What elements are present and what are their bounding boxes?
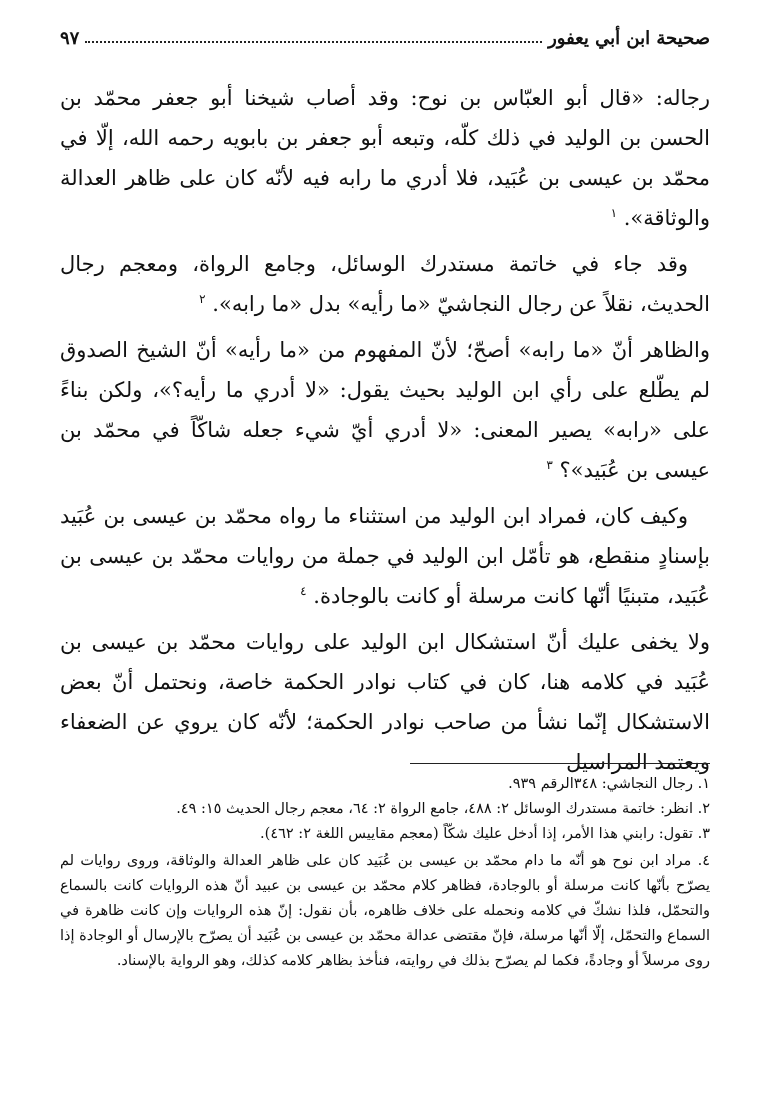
footnote-4: ٤. مراد ابن نوح هو أنّه ما دام محمّد بن عيسى بن عُبَيد كان على ظاهر العدالة والوثاقة، وروى روايات لم يصرّح بأنّها كانت مرسلة أو بالوجادة، فظاهر كلام محمّد بن عيسى بن عبيد أنّ هذه الروايات كانت بالسماع والتحمّل، فلذا نشكّ في كلامه ونحمله على خلاف ظاهره، بأن نقول: إنّ هذه الروايات وإن كانت ظاهرة في السماع والتحمّل، إلّا أنّها مرسلة، فإنّ مقتضى عدالة محمّد بن عيسى بن عُبَيد أن يصرّح بالإرسال أو الوجادة إذا روى مرسلاً أو وجادةً، فكما لم يصرّح بذلك في روايته، فنأخذ بظاهر كلامه كذلك، وهو الرواية بالإسناد. xyxy=(60,853,710,969)
paragraph-text: والظاهر أنّ «ما رابه» أصحّ؛ لأنّ المفهوم من «ما رأيه» أنّ الشيخ الصدوق لم يطّلع على رأي ابن الوليد بحيث يقول: «لا أدري ما رأيه؟»، ولكن بناءً على «رابه» يصير المعنى: «لا أدري أيّ شيء جعله شاكّاً في محمّد بن عيسى بن عُبَيد»؟ xyxy=(60,338,710,482)
footnote-ref: ٢ xyxy=(199,292,206,306)
footnote-separator xyxy=(410,763,710,764)
footnote-2: ٢. انظر: خاتمة مستدرك الوسائل ٢: ٤٨٨، جامع الرواة ٢: ٦٤، معجم رجال الحديث ١٥: ٤٩. xyxy=(176,801,710,817)
footnote-3: ٣. تقول: رابني هذا الأمر، إذا أدخل عليك شكّاً (معجم مقاييس اللغة ٢: ٤٦٢). xyxy=(260,826,710,842)
header-dot-leader xyxy=(85,41,542,43)
paragraph-5 xyxy=(60,622,710,782)
header-title: صحيحة ابن أبي يعفور xyxy=(548,28,710,49)
paragraph-text: وقد جاء في خاتمة مستدرك الوسائل، وجامع الرواة، ومعجم رجال الحديث، نقلاً عن رجال النجاشيّ «ما رأيه» بدل «ما رابه». xyxy=(60,252,710,316)
paragraph-3 xyxy=(60,330,710,490)
paragraph-text: ولا يخفى عليك أنّ استشكال ابن الوليد على روايات محمّد بن عيسى بن عُبَيد في كلامه هنا، كان في كتاب نوادر الحكمة خاصة، ونحتمل أنّ بعض الاستشكال إنّما نشأ من صاحب نوادر الحكمة؛ لأنّه كان يروي عن الضعفاء ويعتمد المراسيل xyxy=(60,630,710,774)
paragraph-1 xyxy=(60,78,710,238)
footnote-ref: ٣ xyxy=(546,458,553,472)
body-text xyxy=(60,78,710,788)
paragraph-4 xyxy=(60,496,710,616)
paragraph-text: وكيف كان، فمراد ابن الوليد من استثناء ما رواه محمّد بن عيسى بن عُبَيد بإسنادٍ منقطع، هو تأمّل ابن الوليد في جملة من روايات محمّد بن عيسى بن عُبَيد، متبنيًا أنّها كانت مرسلة أو كانت بالوجادة. xyxy=(60,504,710,608)
page-number: ٩٧ xyxy=(60,28,80,49)
paragraph-2 xyxy=(60,244,710,324)
paragraph-text: رجاله: «قال أبو العبّاس بن نوح: وقد أصاب شيخنا أبو جعفر محمّد بن الحسن بن الوليد في ذلك كلّه، وتبعه أبو جعفر بن بابويه رحمه الله، إلّا في محمّد بن عيسى بن عُبَيد، فلا أدري ما رابه فيه لأنّه كان على ظاهر العدالة والوثاقة». xyxy=(60,86,710,230)
footnote-ref: ١ xyxy=(610,206,618,220)
footnote-ref: ٤ xyxy=(300,584,307,598)
running-header xyxy=(60,28,710,49)
footnote-1: ١. رجال النجاشي: ٣٤٨الرقم ٩٣٩. xyxy=(508,776,710,792)
footnotes xyxy=(60,772,710,974)
